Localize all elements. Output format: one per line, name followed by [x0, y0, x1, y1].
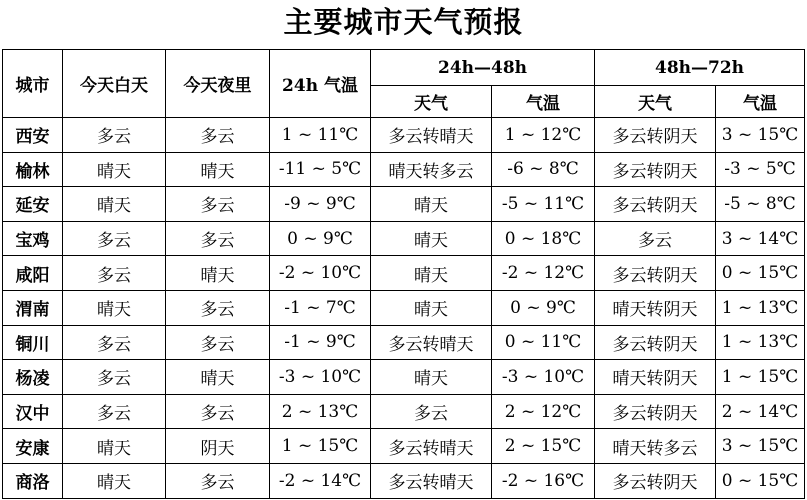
weather-48h-cell: 晴天 [371, 290, 492, 325]
city-cell: 咸阳 [3, 256, 63, 291]
temp-24h-cell: 1 ~ 11℃ [270, 118, 371, 153]
today-day-cell: 晴天 [63, 290, 166, 325]
temp-48h-cell: -5 ~ 11℃ [492, 187, 595, 222]
forecast-body [3, 118, 805, 499]
weather-48h-cell: 多云转晴天 [371, 118, 492, 153]
temp-72h-cell: 0 ~ 15℃ [716, 256, 805, 291]
temp-24h-cell: -1 ~ 9℃ [270, 325, 371, 360]
temp-48h-cell: 1 ~ 12℃ [492, 118, 595, 153]
header-temp-24h: 24h 气温 [270, 50, 371, 118]
city-cell: 西安 [3, 118, 63, 153]
city-cell: 宝鸡 [3, 221, 63, 256]
today-night-cell: 多云 [166, 394, 270, 429]
header-period-24-48: 24h—48h [371, 50, 595, 86]
city-cell: 杨凌 [3, 360, 63, 395]
table-row [3, 256, 805, 291]
weather-72h-cell: 晴天转阴天 [595, 290, 716, 325]
table-row [3, 118, 805, 153]
temp-72h-cell: 0 ~ 15℃ [716, 463, 805, 498]
weather-48h-cell: 晴天 [371, 360, 492, 395]
temp-72h-cell: 3 ~ 15℃ [716, 429, 805, 464]
header-city: 城市 [3, 50, 63, 118]
table-row [3, 187, 805, 222]
temp-72h-cell: 3 ~ 15℃ [716, 118, 805, 153]
table-row [3, 360, 805, 395]
temp-24h-cell: -2 ~ 10℃ [270, 256, 371, 291]
forecast-table [2, 49, 805, 499]
weather-48h-cell: 多云转晴天 [371, 429, 492, 464]
weather-48h-cell: 晴天转多云 [371, 152, 492, 187]
temp-72h-cell: -5 ~ 8℃ [716, 187, 805, 222]
weather-48h-cell: 晴天 [371, 221, 492, 256]
weather-48h-cell: 多云转晴天 [371, 463, 492, 498]
temp-48h-cell: 0 ~ 9℃ [492, 290, 595, 325]
today-day-cell: 晴天 [63, 429, 166, 464]
today-night-cell: 晴天 [166, 256, 270, 291]
today-day-cell: 多云 [63, 325, 166, 360]
today-day-cell: 多云 [63, 256, 166, 291]
temp-72h-cell: 3 ~ 14℃ [716, 221, 805, 256]
temp-48h-cell: 0 ~ 11℃ [492, 325, 595, 360]
weather-72h-cell: 多云转阴天 [595, 463, 716, 498]
city-cell: 安康 [3, 429, 63, 464]
header-period-48-72: 48h—72h [595, 50, 805, 86]
city-cell: 渭南 [3, 290, 63, 325]
temp-48h-cell: 2 ~ 15℃ [492, 429, 595, 464]
weather-72h-cell: 多云转阴天 [595, 118, 716, 153]
temp-72h-cell: 1 ~ 13℃ [716, 325, 805, 360]
today-day-cell: 晴天 [63, 152, 166, 187]
today-night-cell: 晴天 [166, 360, 270, 395]
table-row [3, 394, 805, 429]
header-today-day: 今天白天 [63, 50, 166, 118]
today-night-cell: 晴天 [166, 152, 270, 187]
temp-48h-cell: 0 ~ 18℃ [492, 221, 595, 256]
temp-48h-cell: -3 ~ 10℃ [492, 360, 595, 395]
today-day-cell: 晴天 [63, 463, 166, 498]
weather-48h-cell: 多云转晴天 [371, 325, 492, 360]
city-cell: 延安 [3, 187, 63, 222]
temp-48h-cell: -6 ~ 8℃ [492, 152, 595, 187]
table-row [3, 325, 805, 360]
temp-24h-cell: -11 ~ 5℃ [270, 152, 371, 187]
city-cell: 商洛 [3, 463, 63, 498]
today-day-cell: 晴天 [63, 187, 166, 222]
header-temp-72: 气温 [716, 86, 805, 118]
table-row [3, 429, 805, 464]
header-weather-48: 天气 [371, 86, 492, 118]
table-row [3, 152, 805, 187]
table-row [3, 290, 805, 325]
temp-24h-cell: -3 ~ 10℃ [270, 360, 371, 395]
temp-72h-cell: 1 ~ 13℃ [716, 290, 805, 325]
weather-72h-cell: 多云转阴天 [595, 394, 716, 429]
today-night-cell: 多云 [166, 221, 270, 256]
city-cell: 榆林 [3, 152, 63, 187]
today-night-cell: 多云 [166, 118, 270, 153]
temp-24h-cell: 0 ~ 9℃ [270, 221, 371, 256]
weather-72h-cell: 多云转阴天 [595, 152, 716, 187]
weather-72h-cell: 晴天转阴天 [595, 360, 716, 395]
today-night-cell: 多云 [166, 463, 270, 498]
today-night-cell: 阴天 [166, 429, 270, 464]
city-cell: 铜川 [3, 325, 63, 360]
temp-24h-cell: -2 ~ 14℃ [270, 463, 371, 498]
temp-72h-cell: 1 ~ 15℃ [716, 360, 805, 395]
weather-72h-cell: 多云转阴天 [595, 256, 716, 291]
table-row [3, 221, 805, 256]
temp-72h-cell: -3 ~ 5℃ [716, 152, 805, 187]
today-night-cell: 多云 [166, 325, 270, 360]
weather-72h-cell: 晴天转多云 [595, 429, 716, 464]
temp-48h-cell: -2 ~ 12℃ [492, 256, 595, 291]
temp-72h-cell: 2 ~ 14℃ [716, 394, 805, 429]
today-day-cell: 多云 [63, 221, 166, 256]
weather-72h-cell: 多云转阴天 [595, 325, 716, 360]
weather-72h-cell: 多云转阴天 [595, 187, 716, 222]
today-day-cell: 多云 [63, 394, 166, 429]
today-day-cell: 多云 [63, 360, 166, 395]
header-weather-72: 天气 [595, 86, 716, 118]
temp-24h-cell: -1 ~ 7℃ [270, 290, 371, 325]
page-title: 主要城市天气预报 [283, 5, 524, 39]
today-night-cell: 多云 [166, 187, 270, 222]
city-cell: 汉中 [3, 394, 63, 429]
weather-48h-cell: 晴天 [371, 187, 492, 222]
temp-24h-cell: -9 ~ 9℃ [270, 187, 371, 222]
header-temp-48: 气温 [492, 86, 595, 118]
today-day-cell: 多云 [63, 118, 166, 153]
header-today-night: 今天夜里 [166, 50, 270, 118]
table-row [3, 463, 805, 498]
weather-48h-cell: 晴天 [371, 256, 492, 291]
weather-48h-cell: 多云 [371, 394, 492, 429]
temp-48h-cell: -2 ~ 16℃ [492, 463, 595, 498]
weather-72h-cell: 多云 [595, 221, 716, 256]
temp-48h-cell: 2 ~ 12℃ [492, 394, 595, 429]
today-night-cell: 多云 [166, 290, 270, 325]
temp-24h-cell: 2 ~ 13℃ [270, 394, 371, 429]
temp-24h-cell: 1 ~ 15℃ [270, 429, 371, 464]
